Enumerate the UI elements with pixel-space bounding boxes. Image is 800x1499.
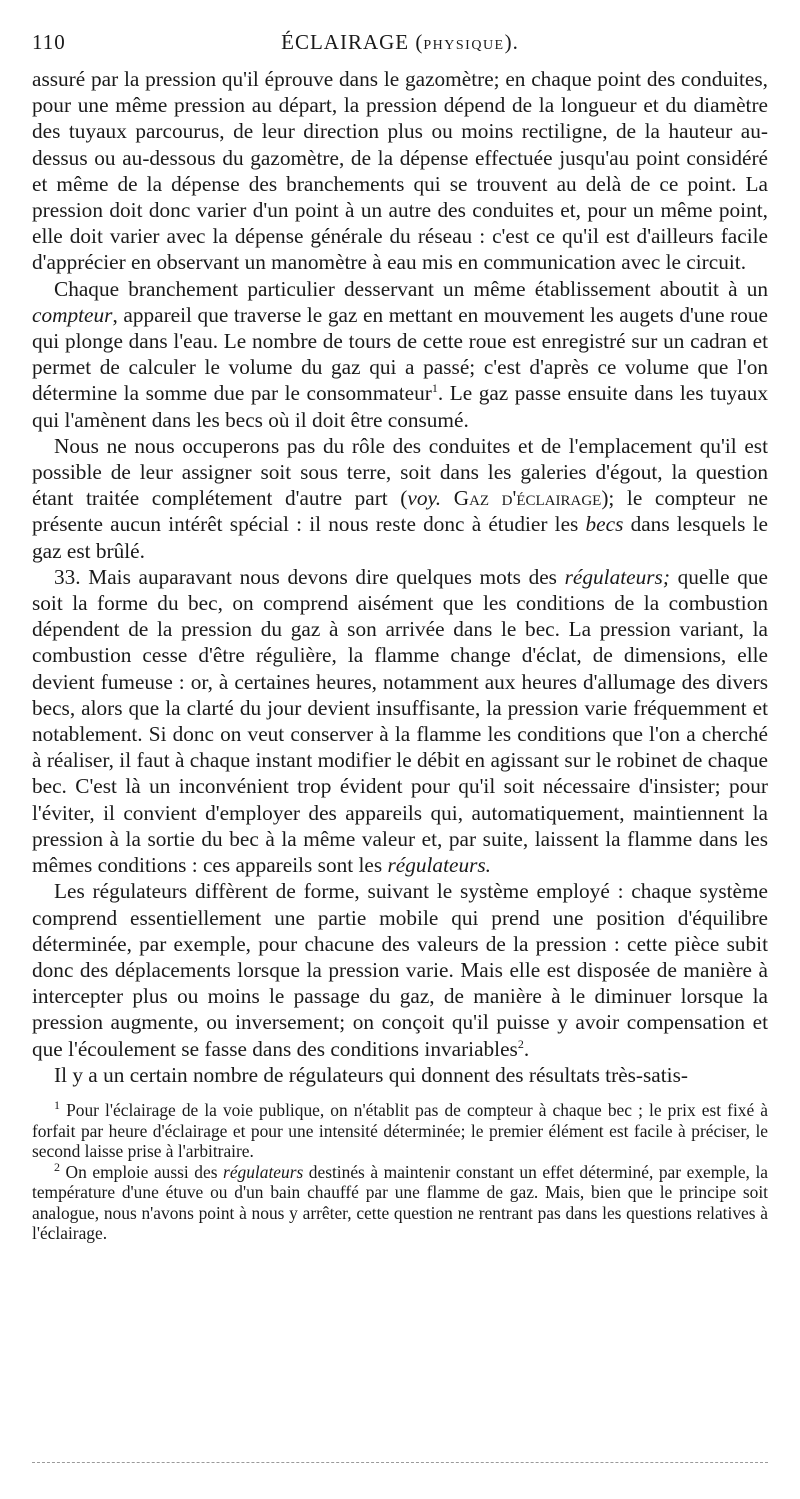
body-text bbox=[32, 66, 768, 1088]
paragraph-continued: assuré par la pression qu'il éprouve dans le gazomètre; en chaque point des conduites, pour une même pression au départ, la pression dépend de la longueur et du diamètre des tuyaux parcourus, de leur direction plus ou moins rectiligne, de la hauteur au-dessus ou au-dessous du gazomètre, de la dépense effectuée jusqu'au point considéré et même de la dépense des branchements qui se trouvent au delà de ce point. La pression doit donc varier d'un point à un autre des conduites et, pour un même point, elle doit varier avec la dépense générale du réseau : c'est ce qu'il est d'ailleurs facile d'apprécier en observant un manomètre à eau mis en communication avec le circuit. bbox=[32, 67, 768, 275]
section-number: 33. bbox=[54, 564, 81, 589]
emphasis-voy: voy. bbox=[407, 486, 442, 511]
paragraph-text: Mais auparavant nous devons dire quelques mots des bbox=[80, 564, 565, 589]
running-title-main: ÉCLAIRAGE ( bbox=[281, 30, 424, 54]
emphasis-becs: becs bbox=[585, 512, 624, 537]
paragraph-text: . bbox=[523, 1036, 530, 1061]
paragraph-text: dans lesquels le gaz est brûlé. bbox=[32, 512, 768, 563]
bottom-divider bbox=[32, 1462, 768, 1463]
emphasis-regulateurs: régulateurs; bbox=[564, 564, 670, 589]
footnote-marker-1: 1 bbox=[54, 1098, 60, 1113]
footnote-2 bbox=[32, 1159, 768, 1244]
paragraph-text: , appareil que traverse le gaz en mettant en mouvement les augets d'une roue qui plonge dans l'eau. Le nombre de tours de cette roue est enregistré sur un cadran et permet de calculer le volume du gaz qui a passé; c'est d'après ce volume que l'on détermine la somme due par le consommateur bbox=[32, 302, 768, 406]
emphasis-regulateurs-end: régulateurs. bbox=[387, 853, 491, 878]
footnote-text: On emploie aussi des bbox=[60, 1161, 224, 1182]
running-title bbox=[92, 30, 708, 55]
paragraph-conduites bbox=[32, 433, 768, 564]
footnote-1 bbox=[32, 1100, 768, 1162]
footnote-text: Pour l'éclairage de la voie publique, on n'établit pas de compteur à chaque bec ; le prix est fixé à forfait par heure d'éclairage et pour une intensité déterminée; le premier élément est facile à préciser, le second laisse prise à l'arbitraire. bbox=[32, 1099, 768, 1162]
paragraph-regulateurs bbox=[32, 564, 768, 878]
document-page bbox=[32, 30, 768, 1244]
paragraph-text: ); le compteur ne présente aucun intérêt spécial : il nous reste donc à étudier les bbox=[32, 486, 768, 537]
paragraph-text: Chaque branchement particulier desservant un même établissement aboutit à un bbox=[54, 276, 768, 301]
footnote-ref-1: 1 bbox=[431, 381, 438, 396]
footnote-ref-2: 2 bbox=[517, 1036, 524, 1051]
footnote-marker-2: 2 bbox=[54, 1159, 60, 1174]
running-title-sub: PHYSIQUE bbox=[423, 38, 505, 53]
paragraph-text: Les régulateurs diffèrent de forme, suivant le système employé : chaque système comprend essentiellement une partie mobile qui prend une position d'équilibre déterminée, par exemple, pour chacune des valeurs de la pression : cette pièce subit donc des déplacements lorsque la pression varie. Mais elle est disposée de manière à intercepter plus ou moins le passage du gaz, de manière à le diminuer lorsque la pression augmente, ou inversement; on conçoit qu'il puisse y avoir compensation et que l'écoulement se fasse dans des conditions invariables bbox=[32, 879, 768, 1061]
paragraph-last: Il y a un certain nombre de régulateurs qui donnent des résultats très-satis- bbox=[54, 1062, 688, 1087]
paragraph-forme bbox=[32, 878, 768, 1061]
footnotes bbox=[32, 1100, 768, 1244]
emphasis-compteur: compteur bbox=[32, 302, 113, 327]
cross-reference: Gaz d'éclairage bbox=[441, 486, 602, 511]
page-header bbox=[32, 30, 768, 60]
footnote-text: destinés à maintenir constant un effet déterminé, par exemple, la température d'une étuve ou d'un bain chauffé par une flamme de gaz. Mais, bien que le principe soit analogue, nous n'avons point à nous y arrêter, cette question ne rentrant pas dans les questions relatives à l'éclairage. bbox=[32, 1161, 768, 1244]
running-title-close: ). bbox=[504, 30, 519, 54]
paragraph-text: quelle que soit la forme du bec, on comprend aisément que les conditions de la combustion dépendent de la pression du gaz à son arrivée dans le bec. La pression variant, la combustion cesse d'être régulière, la flamme change d'éclat, de dimensions, elle devient fumeuse : or, à certaines heures, notamment aux heures d'allumage des divers becs, alors que la clarté du jour devient insuffisante, la pression varie fréquemment et notablement. Si donc on veut conserver à la flamme les conditions que l'on a cherché à réaliser, il faut à chaque instant modifier le débit en agissant sur le robinet de chaque bec. C'est là un inconvénient trop évident pour qu'il soit nécessaire d'insister; pour l'éviter, il convient d'employer des appareils qui, automatiquement, maintiennent la pression à la sortie du bec à la même valeur et, par suite, laissent la flamme dans les mêmes conditions : ces appareils sont les bbox=[32, 564, 768, 878]
paragraph-text: Nous ne nous occuperons pas du rôle des conduites et de l'emplacement qu'il est possible de leur assigner soit sous terre, soit dans les galeries d'égout, la question étant traitée complétement d'autre part ( bbox=[32, 433, 768, 511]
page-number: 110 bbox=[32, 30, 66, 54]
paragraph-compteur bbox=[32, 276, 768, 433]
paragraph-text: . Le gaz passe ensuite dans les tuyaux qui l'amènent dans les becs où il doit être consumé. bbox=[32, 381, 768, 432]
emphasis-regulateurs-footnote: régulateurs bbox=[223, 1161, 304, 1182]
